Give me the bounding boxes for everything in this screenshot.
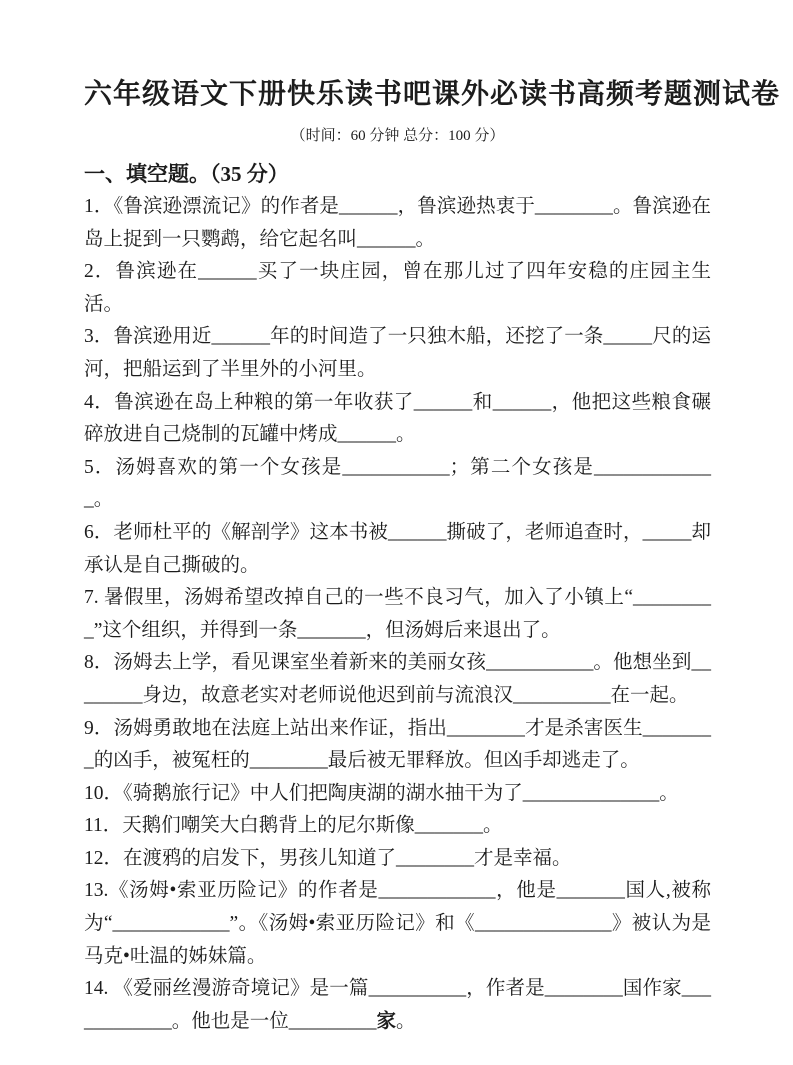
question-1-text: 1．《鲁滨逊漂流记》的作者是______，鲁滨逊热衷于________。鲁滨逊在岛上捉到一只鹦鹉，给它起名叫______。 [84, 196, 711, 250]
page-title: 六年级语文下册快乐读书吧课外必读书高频考题测试卷 [84, 79, 781, 110]
question-14-text-end: 。 [396, 1010, 416, 1032]
question-13-text: 13.《汤姆•索亚历险记》的作者是____________，他是_______国人,被称为“____________”。《汤姆•索亚历险记》和《______________》被认为是马克•吐温的姊妹篇。 [84, 880, 711, 967]
question-14-bold-text: 家 [376, 1010, 397, 1032]
question-7-text: 7. 暑假里，汤姆希望改掉自己的一些不良习气，加入了小镇上“_________”这个组织，并得到一条_______，但汤姆后来退出了。 [84, 587, 711, 641]
question-10 [84, 778, 711, 811]
question-5-text: 5．汤姆喜欢的第一个女孩是___________；第二个女孩是_____________。 [84, 456, 711, 511]
question-4 [84, 387, 711, 452]
question-6-text: 6．老师杜平的《解剖学》这本书被______撕破了，老师追查时，_____却承认是自己撕破的。 [84, 521, 711, 576]
question-11 [84, 810, 711, 843]
question-14 [84, 973, 711, 1038]
question-10-text: 10．《骑鹅旅行记》中人们把陶庚湖的湖水抽干为了______________。 [84, 782, 679, 804]
question-1 [84, 191, 711, 256]
question-8 [84, 647, 711, 712]
question-12-text: 12．在渡鸦的启发下，男孩儿知道了________才是幸福。 [84, 847, 572, 869]
section-heading-fill-in-blanks: 一、填空题。（35 分） [84, 162, 289, 186]
question-6 [84, 517, 711, 582]
question-4-text: 4．鲁滨逊在岛上种粮的第一年收获了______和______，他把这些粮食碾碎放进自己烧制的瓦罐中烤成______。 [84, 391, 711, 446]
question-3-text: 3．鲁滨逊用近______年的时间造了一只独木船，还挖了一条_____尺的运河，把船运到了半里外的小河里。 [84, 326, 711, 380]
question-9-text: 9．汤姆勇敢地在法庭上站出来作证，指出________才是杀害医生________的凶手，被冤枉的________最后被无罪释放。但凶手却逃走了。 [84, 717, 711, 772]
question-11-text: 11．天鹅们嘲笑大白鹅背上的尼尔斯像_______。 [84, 815, 503, 837]
question-2 [84, 256, 711, 321]
question-7 [84, 582, 711, 647]
question-12 [84, 843, 711, 876]
question-9 [84, 713, 711, 778]
question-5 [84, 452, 711, 517]
exam-time-score-meta: （时间：60 分钟 总分：100 分） [290, 128, 505, 144]
question-8-text: 8．汤姆去上学，看见课室坐着新来的美丽女孩___________。他想坐到________身边，故意老实对老师说他迟到前与流浪汉__________在一起。 [84, 652, 711, 706]
question-3 [84, 321, 711, 386]
question-14-text: 14. 《爱丽丝漫游奇境记》是一篇__________，作者是________国作家____________。他也是一位_________ [84, 978, 711, 1032]
question-13 [84, 875, 711, 973]
question-2-text: 2．鲁滨逊在______买了一块庄园，曾在那儿过了四年安稳的庄园主生活。 [84, 261, 711, 315]
